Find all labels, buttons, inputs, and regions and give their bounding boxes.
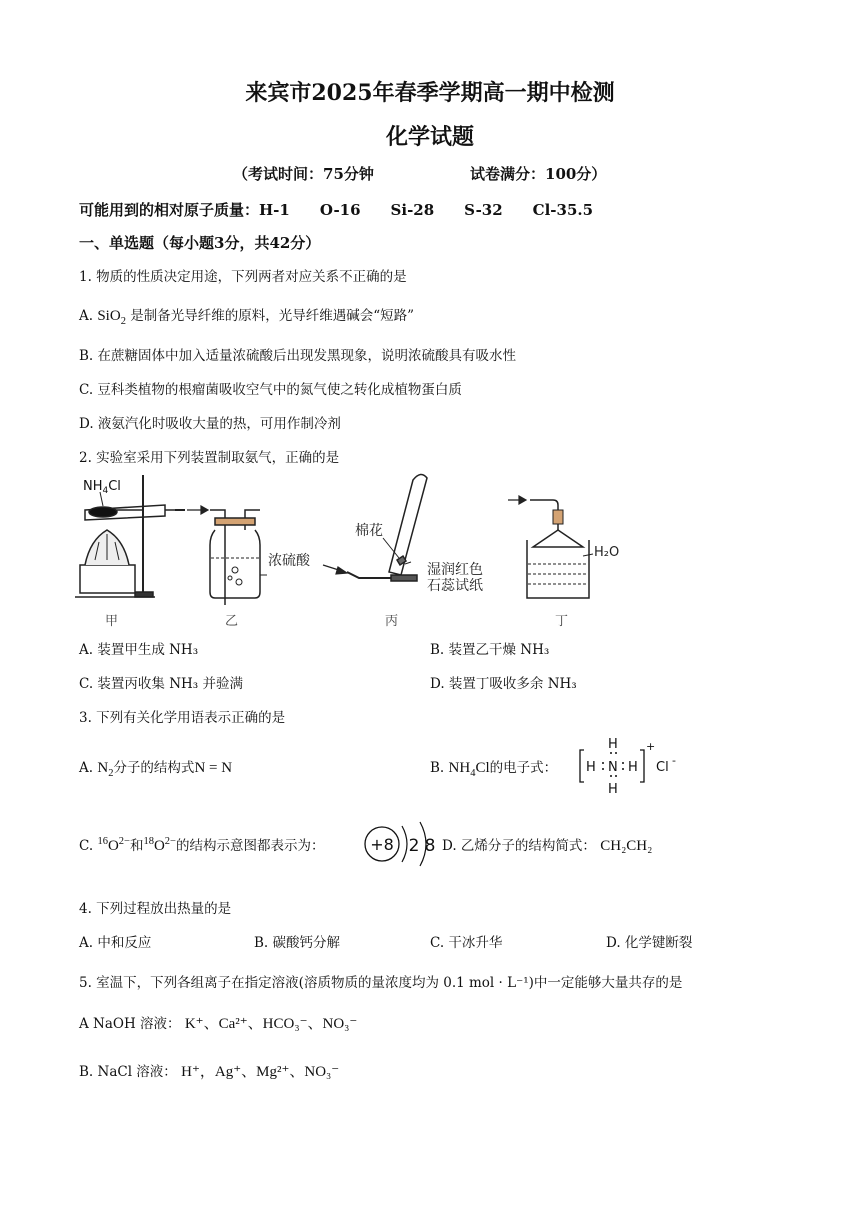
svg-text:NH4Cl: $NH_4Cl$ xyxy=(83,479,121,496)
q1-a-prefix: A. xyxy=(79,308,94,324)
label-cotton: 棉花 xyxy=(355,523,383,539)
q3-option-b xyxy=(430,756,557,779)
arrow-icon xyxy=(187,506,208,514)
q5-a-text: NaOH 溶液： xyxy=(93,1016,181,1032)
arrow-icon xyxy=(508,496,526,504)
ethylene-formula: CH₂CH₂ xyxy=(600,838,653,854)
q3-a-text: 分子的结构式 xyxy=(113,760,195,776)
o18-ion: $^{18}O^{2-}$ xyxy=(143,836,176,854)
q5-stem: 5. 室温下，下列各组离子在指定溶液(溶质物质的量浓度均为 0.1 mol · L⁻¹)中一定能够大量共存的是 xyxy=(79,975,683,991)
q5-b-prefix: B. NaCl 溶液： xyxy=(79,1064,177,1080)
label-yi: 乙 xyxy=(225,614,239,629)
q3-d-prefix: D. 乙烯分子的结构简式： xyxy=(442,838,596,854)
svg-text:H: H xyxy=(608,737,618,752)
q4-stem: 4. 下列过程放出热量的是 xyxy=(79,901,232,917)
label-water: H₂O xyxy=(594,545,620,560)
arrow-icon xyxy=(323,565,347,574)
full-score: 试卷满分：100分） xyxy=(470,165,607,183)
q2-option-d: D. 装置丁吸收多余 NH₃ xyxy=(430,676,577,692)
q3-a-prefix: A. xyxy=(79,760,94,776)
q3-b-prefix: B. xyxy=(430,760,445,776)
q1-a-text: 是制备光导纤维的原料，光导纤维遇碱会“短路” xyxy=(130,308,415,324)
q3-c-prefix: C. xyxy=(79,838,94,854)
q4-option-c: C. 干冰升华 xyxy=(430,935,503,951)
q3-option-d xyxy=(442,834,652,855)
apparatus-jia xyxy=(75,475,185,597)
q1-option-c: C. 豆科类植物的根瘤菌吸收空气中的氮气使之转化成植物蛋白质 xyxy=(79,382,462,398)
svg-text:+8: +8 xyxy=(370,835,394,854)
q5-option-b xyxy=(79,1060,339,1081)
o16-ion: $^{16}O^{2-}$ xyxy=(97,836,130,854)
q4-option-a: A. 中和反应 xyxy=(79,935,152,951)
q4-option-b: B. 碳酸钙分解 xyxy=(254,935,341,951)
oxygen-ion-structure xyxy=(360,818,444,872)
label-jia: 甲 xyxy=(105,614,119,629)
apparatus-yi xyxy=(210,510,267,605)
q2-option-c: C. 装置丙收集 NH₃ 并验满 xyxy=(79,676,244,692)
q1-option-b: B. 在蔗糖固体中加入适量浓硫酸后出现发黑现象，说明浓硫酸具有吸水性 xyxy=(79,348,517,364)
exam-subtitle: 化学试题 xyxy=(385,124,474,150)
q3-b-text: 的电子式： xyxy=(489,760,558,776)
svg-text:H: H xyxy=(586,760,596,775)
svg-text:N: N xyxy=(608,760,618,775)
q3-c-text: 的结构示意图都表示为： xyxy=(175,838,325,854)
apparatus-ding xyxy=(527,500,593,598)
q1-option-d: D. 液氨汽化时吸收大量的热，可用作制冷剂 xyxy=(79,416,341,432)
sio2-formula: SiO$_2$ xyxy=(97,308,126,327)
label-conc-acid: 浓硫酸 xyxy=(268,553,310,569)
q1-option-a xyxy=(79,304,414,327)
svg-text:2: 2 xyxy=(408,836,420,856)
q5-b-ions: H⁺，Ag⁺、Mg²⁺、NO₃⁻ xyxy=(181,1064,340,1080)
section-title: 一、单选题（每小题3分，共42分） xyxy=(79,234,321,252)
label-ding: 丁 xyxy=(555,614,569,629)
q2-option-b: B. 装置乙干燥 NH₃ xyxy=(430,642,550,658)
q3-stem: 3. 下列有关化学用语表示正确的是 xyxy=(79,710,286,726)
svg-text:+: + xyxy=(646,740,656,753)
exam-time: （考试时间：75分钟 xyxy=(233,165,374,183)
q3-c-and: 和 xyxy=(129,838,144,854)
nh4cl-formula: $NH_4Cl$ xyxy=(448,760,490,779)
q5-a-prefix: A xyxy=(79,1016,89,1032)
q4-option-d: D. 化学键断裂 xyxy=(606,935,693,951)
label-bing: 丙 xyxy=(385,614,399,629)
svg-text:H: H xyxy=(628,760,638,775)
q2-stem: 2. 实验室采用下列装置制取氨气，正确的是 xyxy=(79,450,340,466)
q1-stem: 1. 物质的性质决定用途，下列两者对应关系不正确的是 xyxy=(79,269,407,285)
nh4cl-electron-formula xyxy=(578,736,688,796)
label-litmus-1: 湿润红色 xyxy=(427,562,483,578)
svg-text:-: - xyxy=(672,754,676,767)
svg-text:8: 8 xyxy=(424,836,436,856)
n2-structure: N = N xyxy=(194,760,233,776)
q3-option-a xyxy=(79,756,232,779)
n2-formula: $N_2$ xyxy=(97,760,114,779)
exam-title: 来宾市2025年春季学期高一期中检测 xyxy=(245,80,615,106)
q2-option-a: A. 装置甲生成 NH₃ xyxy=(79,642,199,658)
label-litmus-2: 石蕊试纸 xyxy=(427,578,483,594)
q5-a-ions: K⁺、Ca²⁺、HCO₃⁻、NO₃⁻ xyxy=(184,1016,358,1032)
apparatus-figure xyxy=(75,470,635,635)
q3-option-c xyxy=(79,834,324,855)
svg-text:Cl: Cl xyxy=(656,760,669,775)
svg-text:H: H xyxy=(608,782,618,796)
q5-option-a xyxy=(79,1012,357,1033)
atomic-mass-line: 可能用到的相对原子质量：H-1 O-16 Si-28 S-32 Cl-35.5 xyxy=(79,201,594,219)
